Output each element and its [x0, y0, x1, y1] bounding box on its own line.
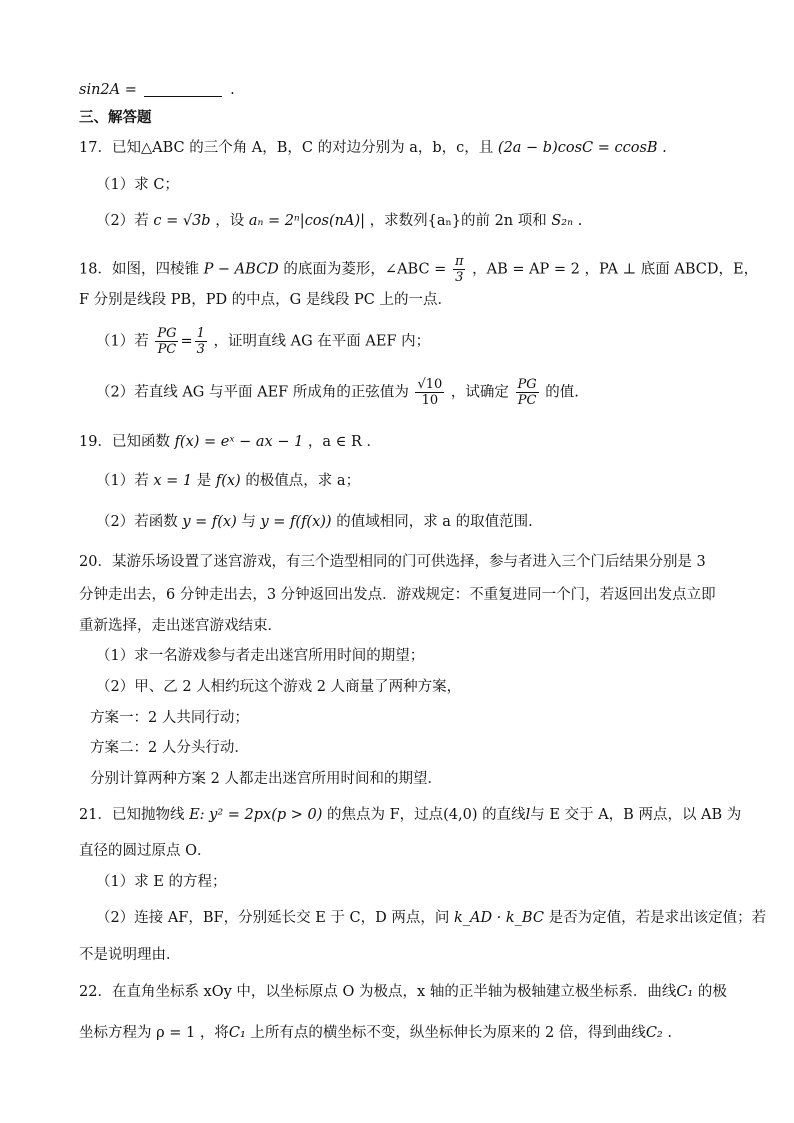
q21-text-b: 的焦点为 F，过点(4,0) 的直线 — [327, 807, 526, 823]
q17-p2-math3: S₂ₙ — [551, 213, 573, 229]
q21-part2 — [96, 908, 766, 928]
q21-part1: （1）求 E 的方程； — [96, 874, 227, 890]
sin2a-expr: sin2A = — [79, 82, 137, 98]
q20-line1: 20．某游乐场设置了迷宫游戏，有三个造型相同的门可供选择，参与者进入三个门后结果分别是 3 — [79, 554, 706, 570]
q22-l2-text-c: . — [662, 1025, 672, 1041]
q22-text-a: 22．在直角坐标系 xOy 中，以坐标原点 O 为极点，x 轴的正半轴为极轴建立极坐标系．曲线 — [79, 984, 677, 1000]
q19-p1-text-c: 的极值点，求 a； — [245, 473, 361, 489]
q19-p1-math1: x = 1 — [153, 473, 193, 489]
q18-p2-frac2: $\frac{PG}{PC}$ — [517, 377, 537, 408]
q18-p2-text-b: ，试确定 — [450, 384, 509, 401]
q17-stem — [79, 138, 667, 158]
q18-text-a: 18．如图，四棱锥 — [79, 261, 199, 278]
q17-p2-text-d: . — [577, 213, 583, 229]
q18-p1-eq: = — [180, 333, 193, 350]
q18-p1-frac1: $\frac{PG}{PC}$ — [157, 326, 177, 357]
q22-text-b: 的极 — [693, 984, 727, 1000]
q22-line2 — [79, 1023, 672, 1043]
q18-angle-fraction: $\frac{\pi}{3}$ — [454, 254, 464, 285]
q22-line1 — [79, 982, 727, 1002]
q20-line2: 分钟走出去，6 分钟走出去，3 分钟返回出发点．游戏规定：不重复进同一个门，若返回出发点立即 — [79, 587, 716, 603]
q19-p1-text-b: 是 — [196, 473, 212, 489]
q18-part1 — [96, 326, 430, 357]
q17-end: . — [662, 140, 667, 156]
q19-text-b: ，a ∈ R ． — [307, 434, 382, 450]
q22-l2-curve-c1: C₁ — [228, 1025, 246, 1041]
q18-p1-frac2: $\frac{1}{3}$ — [196, 326, 205, 357]
q17-text: 17．已知△ABC 的三个角 A，B，C 的对边分别为 a，b，c，且 — [79, 140, 494, 156]
q21-text-c: 与 E 交于 A，B 两点，以 AB 为 — [530, 807, 742, 823]
q17-part1: （1）求 C； — [96, 177, 179, 193]
q20-part2: （2）甲、乙 2 人相约玩这个游戏 2 人商量了两种方案， — [96, 679, 462, 695]
q21-p2-text-b: 是否为定值，若是求出该定值；若 — [548, 910, 767, 926]
q21-line-l: l — [525, 807, 531, 823]
q18-p2-text-a: （2）若直线 AG 与平面 AEF 所成角的正弦值为 — [96, 384, 409, 401]
top-line — [79, 80, 235, 100]
q18-pyramid: P − ABCD — [203, 261, 279, 278]
q17-p2-math2: aₙ = 2ⁿ|cos(nA)| — [248, 213, 365, 229]
q20-scheme-summary: 分别计算两种方案 2 人都走出迷宫所用时间和的期望． — [90, 771, 442, 787]
q17-p2-math1: c = √3b — [153, 213, 211, 229]
q21-text-a: 21．已知抛物线 — [79, 807, 185, 823]
q19-p1-math2: f(x) — [215, 473, 241, 489]
q21-slope-product: k_AD · k_BC — [453, 910, 544, 926]
q21-line2: 直径的圆过原点 O． — [79, 843, 212, 859]
q18-p1-text-a: （1）若 — [96, 333, 149, 350]
period: . — [230, 82, 235, 98]
q19-part2 — [96, 512, 533, 532]
q22-curve-c2: C₂ — [645, 1025, 663, 1041]
q19-p2-text-b: 与 — [241, 514, 256, 530]
q17-p2-text-a: （2）若 — [96, 213, 149, 229]
q18-text-b: 的底面为菱形，∠ABC = — [283, 261, 447, 278]
q21-line3: 不是说明理由． — [79, 947, 181, 963]
q18-part2 — [96, 377, 579, 408]
q17-p2-text-c: ，求数列{aₙ}的前 2n 项和 — [369, 213, 547, 229]
q19-p2-math1: y = f(x) — [182, 514, 237, 530]
q17-p2-text-b: ，设 — [215, 213, 245, 229]
section-heading: 三、解答题 — [79, 110, 152, 126]
q19-function: f(x) = eˣ − ax − 1 — [174, 434, 304, 450]
q19-p2-text-c: 的值域相同，求 a 的取值范围. — [336, 514, 533, 530]
q21-p2-text-a: （2）连接 AF，BF，分别延长交 E 于 C，D 两点，问 — [96, 910, 450, 926]
q21-line1 — [79, 805, 741, 825]
q22-l2-text-a: 坐标方程为 ρ = 1 ，将 — [79, 1025, 229, 1041]
q20-scheme1: 方案一：2 人共同行动； — [90, 710, 249, 726]
q17-equation: (2a − b)cosC = ccosB — [497, 140, 658, 156]
answer-blank[interactable] — [144, 82, 222, 97]
q18-line1 — [79, 254, 758, 285]
q17-part2 — [96, 211, 582, 231]
q20-line3: 重新选择，走出迷宫游戏结束． — [79, 618, 282, 634]
q19-text-a: 19．已知函数 — [79, 434, 170, 450]
q19-p2-math2: y = f(f(x)) — [260, 514, 332, 530]
q19-part1 — [96, 471, 360, 491]
q18-p1-text-b: ，证明直线 AG 在平面 AEF 内； — [213, 333, 431, 350]
q19-stem — [79, 432, 381, 452]
q18-line2: F 分别是线段 PB，PD 的中点，G 是线段 PC 上的一点． — [79, 292, 452, 308]
q18-p2-frac1: $\frac{√10}{10}$ — [417, 377, 443, 408]
q20-part1: （1）求一名游戏参与者走出迷宫所用时间的期望； — [96, 648, 425, 664]
q18-text-c: ，AB = AP = 2 ，PA ⊥ 底面 ABCD，E， — [472, 261, 759, 278]
q18-p2-text-c: 的值. — [545, 384, 579, 401]
q20-scheme2: 方案二：2 人分头行动． — [90, 740, 249, 756]
q19-p2-text-a: （2）若函数 — [96, 514, 178, 530]
q19-p1-text-a: （1）若 — [96, 473, 149, 489]
q21-parabola: E: y² = 2px(p > 0) — [189, 807, 323, 823]
q22-curve-c1: C₁ — [676, 984, 694, 1000]
q22-l2-text-b: 上所有点的横坐标不变，纵坐标伸长为原来的 2 倍，得到曲线 — [245, 1025, 646, 1041]
